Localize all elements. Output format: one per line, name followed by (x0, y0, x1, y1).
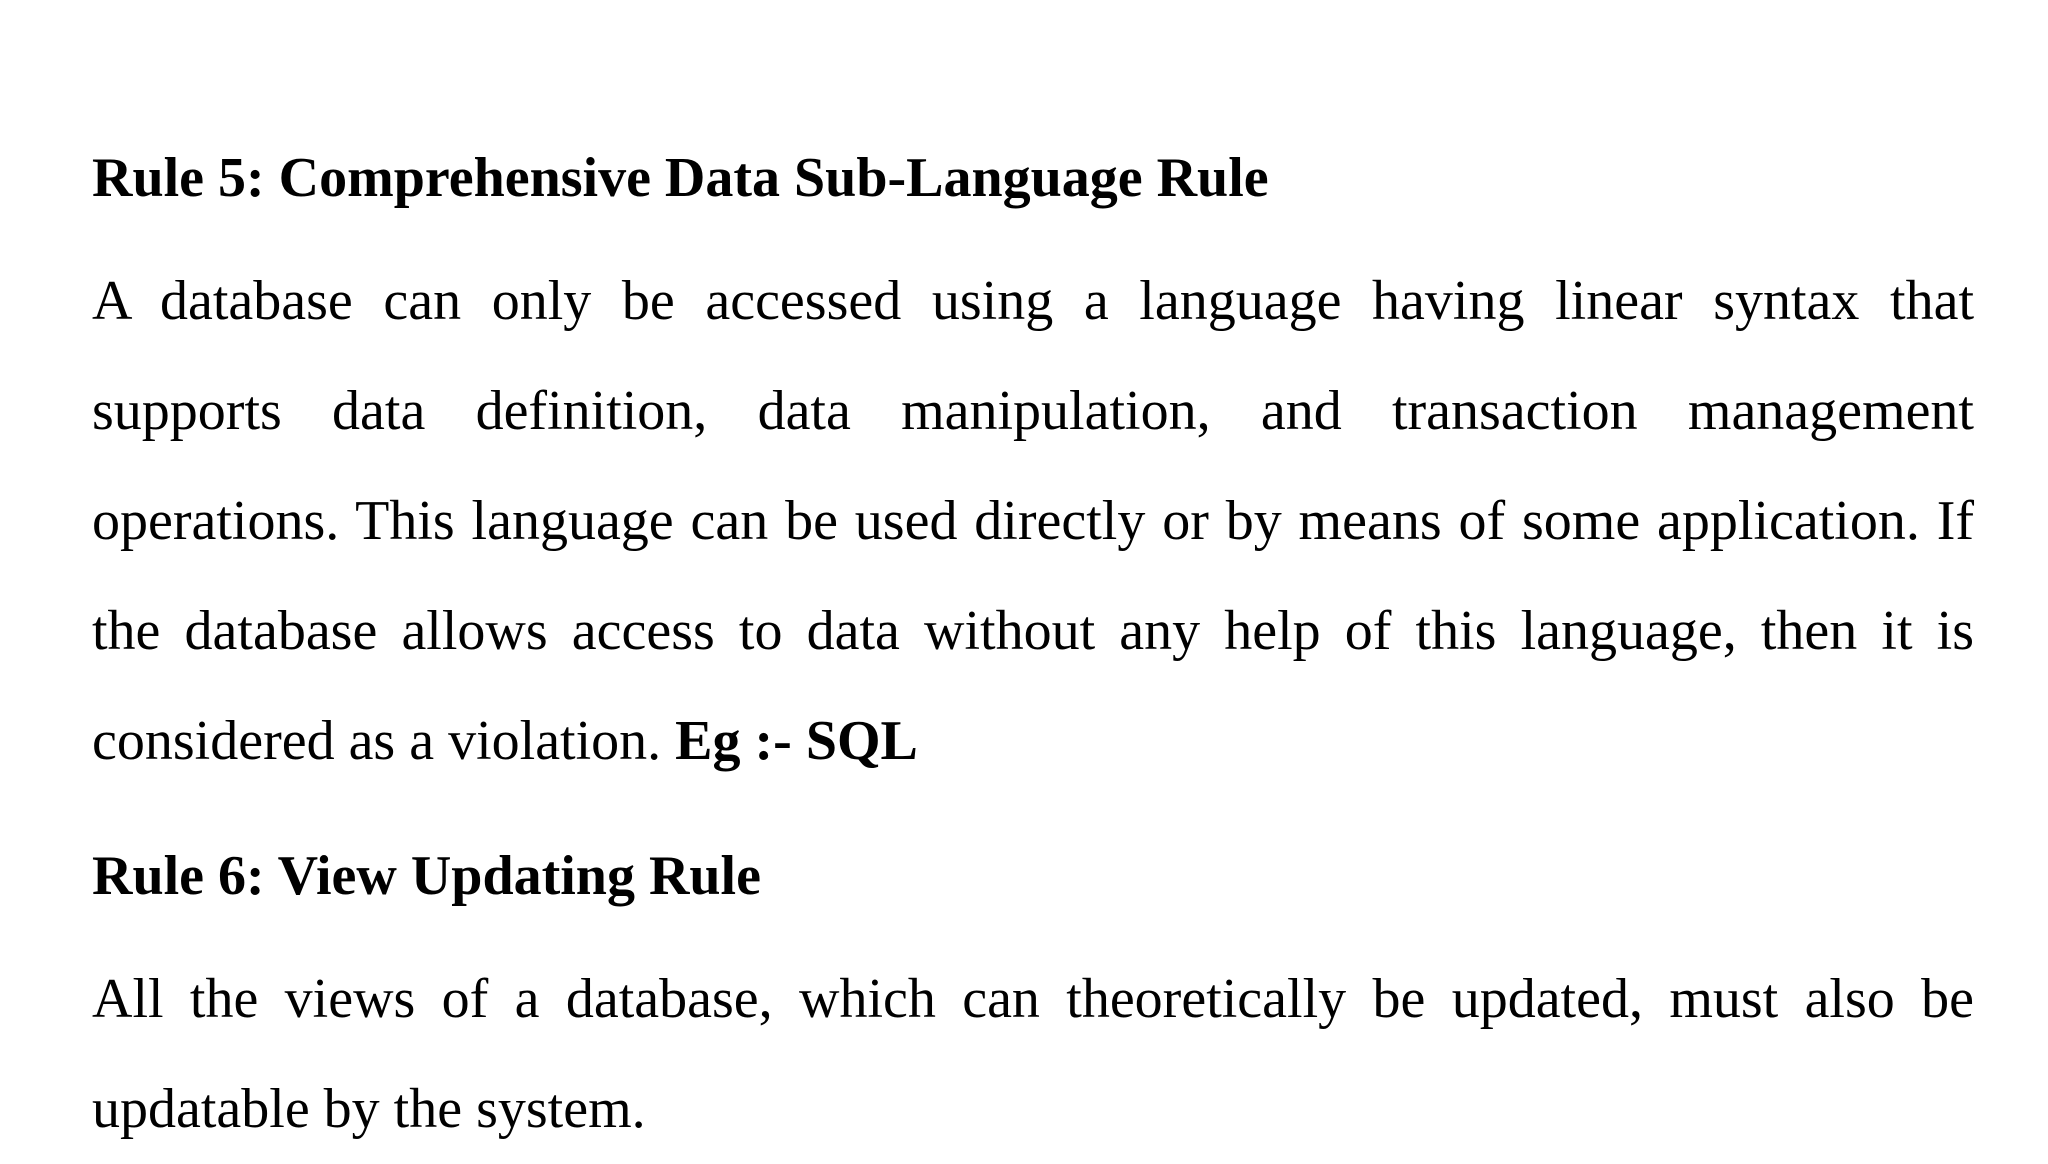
rule-5-paragraph (92, 246, 1974, 796)
rule-6-paragraph (92, 944, 1974, 1164)
rule-5-heading: Rule 5: Comprehensive Data Sub-Language Rule (92, 147, 1269, 209)
rule-6-heading: Rule 6: View Updating Rule (92, 845, 761, 907)
rule-5-body: A database can only be accessed using a language having linear syntax that supports data definition, data manipulation, and transaction management operations. This language can be used directly or by means of some application. If the database allows access to data without any help of this language, then it is considered as a violation. (92, 270, 1974, 772)
rule-5-example: Eg :- SQL (675, 710, 918, 772)
rule-6-body: All the views of a database, which can theoretically be updated, must also be updatable by the system. (92, 968, 1974, 1140)
